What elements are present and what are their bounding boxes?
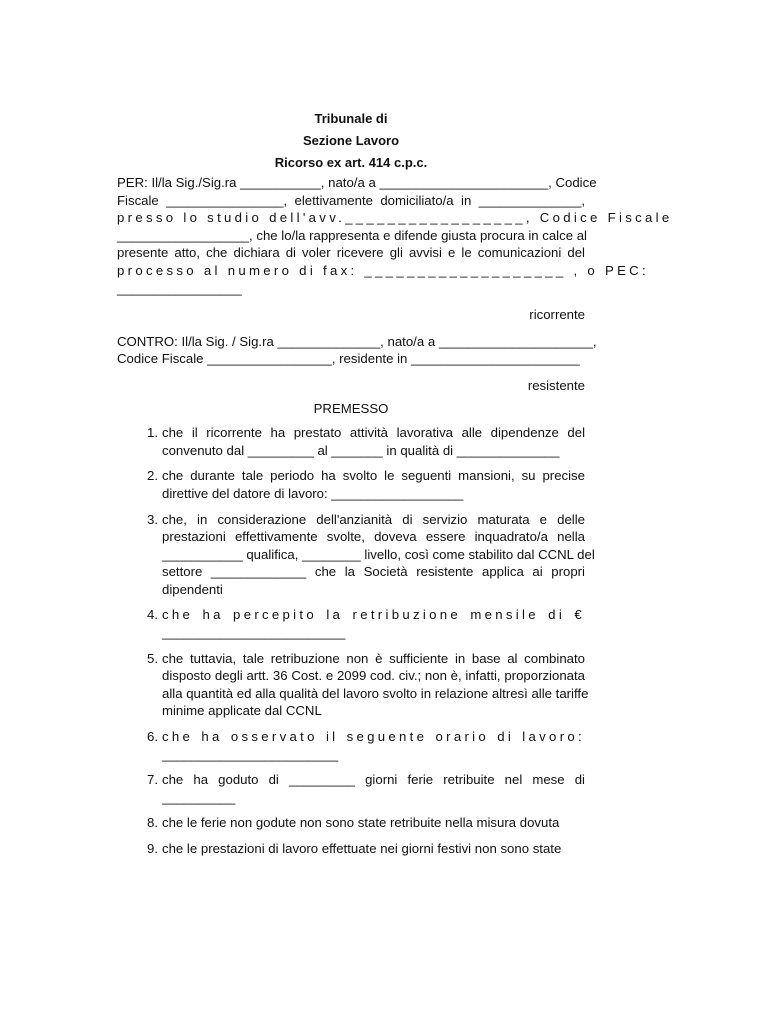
list-item bbox=[117, 814, 585, 832]
premesso-heading: PREMESSO bbox=[313, 400, 389, 416]
per-line: PER: Il/la Sig./Sig.ra ___________, nato/a a _______________________, Codice bbox=[117, 175, 597, 190]
per-line: _________________ bbox=[117, 280, 242, 296]
list-item bbox=[117, 424, 585, 459]
item-line: minime applicate dal CCNL bbox=[162, 703, 322, 719]
item-line: che ha osservato il seguente orario di lavoro: bbox=[162, 729, 585, 745]
document-body bbox=[117, 110, 673, 866]
ricorrente-label: ricorrente bbox=[529, 307, 585, 323]
item-line: che le prestazioni di lavoro effettuate nei giorni festivi non sono state bbox=[162, 841, 562, 856]
item-line: convenuto dal _________ al _______ in qualità di ______________ bbox=[162, 442, 560, 458]
item-number: 6. bbox=[147, 729, 158, 745]
item-line: ___________ qualifica, ________ livello, così come stabilito dal CCNL del bbox=[162, 546, 595, 562]
list-item bbox=[117, 840, 585, 858]
item-number: 7. bbox=[147, 772, 158, 788]
item-line: che durante tale periodo ha svolto le seguenti mansioni, su precise bbox=[162, 468, 585, 484]
contro-line: CONTRO: Il/la Sig. / Sig.ra ______________, nato/a a _____________________, bbox=[117, 333, 597, 349]
per-line: presso lo studio dell'avv._________________, Codice Fiscale bbox=[117, 210, 673, 226]
item-number: 8. bbox=[147, 815, 158, 831]
list-item bbox=[117, 467, 585, 502]
per-line: __________________, che lo/la rappresenta e difende giusta procura in calce al bbox=[117, 227, 587, 243]
item-line: che ha percepito la retribuzione mensile di € bbox=[162, 607, 585, 623]
resistente-label: resistente bbox=[527, 377, 585, 393]
per-line: Fiscale ________________, elettivamente domiciliato/a in ______________, bbox=[117, 192, 585, 208]
item-line: prestazioni effettivamente svolte, doveva essere inquadrato/a nella bbox=[162, 529, 585, 545]
item-line: che le ferie non godute non sono state retribuite nella misura dovuta bbox=[162, 815, 560, 831]
court-title: Tribunale di bbox=[314, 111, 388, 126]
item-number: 2. bbox=[147, 468, 158, 484]
list-item bbox=[117, 771, 585, 806]
contro-block bbox=[117, 333, 597, 368]
item-line: disposto degli artt. 36 Cost. e 2099 cod. civ.; non è, infatti, proporzionata bbox=[162, 668, 585, 684]
item-line: _________________________ bbox=[162, 625, 346, 641]
contro-line: Codice Fiscale _________________, residente in _______________________ bbox=[117, 351, 580, 367]
item-line: direttive del datore di lavoro: __________________ bbox=[162, 485, 464, 501]
item-line: __________ bbox=[162, 789, 236, 805]
item-line: che il ricorrente ha prestato attività lavorativa alle dipendenze del bbox=[162, 425, 585, 441]
item-line: che ha goduto di _________ giorni ferie retribuite nel mese di bbox=[162, 772, 585, 788]
list-item bbox=[117, 511, 595, 599]
item-line: che, in considerazione dell'anzianità di servizio maturata e delle bbox=[162, 511, 585, 527]
list-item bbox=[117, 606, 585, 641]
item-number: 1. bbox=[147, 425, 158, 441]
list-item bbox=[117, 650, 589, 720]
item-line: che tuttavia, tale retribuzione non è sufficiente in base al combinato bbox=[162, 650, 585, 666]
item-line: dipendenti bbox=[162, 581, 223, 597]
item-number: 3. bbox=[147, 511, 158, 527]
per-line: processo al numero di fax: ___________________ , o PEC: bbox=[117, 262, 649, 278]
item-line: ________________________ bbox=[162, 746, 339, 762]
document-title: Ricorso ex art. 414 c.p.c. bbox=[274, 155, 428, 170]
item-number: 5. bbox=[147, 650, 158, 666]
list-item bbox=[117, 728, 585, 763]
section-title: Sezione Lavoro bbox=[302, 133, 400, 148]
premesso-list bbox=[117, 424, 595, 857]
item-number: 9. bbox=[147, 841, 158, 856]
per-block bbox=[117, 174, 673, 297]
per-line: presente atto, che dichiara di voler ricevere gli avvisi e le comunicazioni del bbox=[117, 245, 585, 261]
item-line: settore _____________ che la Società resistente applica ai propri bbox=[162, 564, 585, 580]
item-number: 4. bbox=[147, 607, 158, 623]
item-line: alla quantità ed alla qualità del lavoro svolto in relazione altresì alle tariffe bbox=[162, 685, 589, 701]
